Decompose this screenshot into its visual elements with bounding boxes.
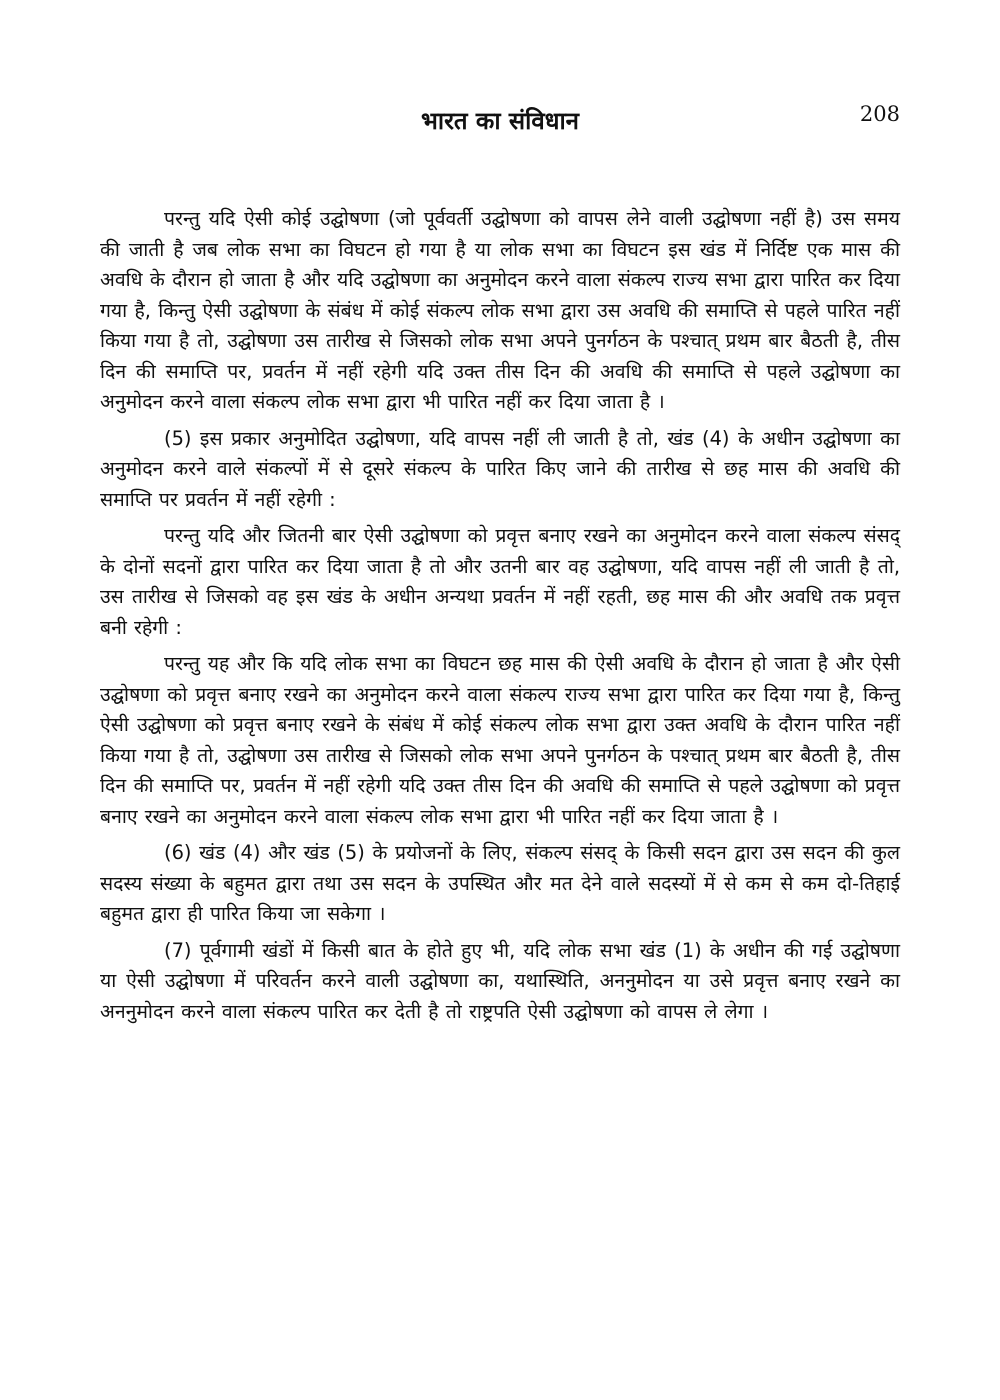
- paragraph-proviso-extension: परन्तु यदि और जितनी बार ऐसी उद्घोषणा को प्रवृत्त बनाए रखने का अनुमोदन करने वाला संकल्प संसद् के दोनों सदनों द्वारा पारित कर दिया जाता है तो और उतनी बार वह उद्घोषणा, यदि वापस नहीं ली जाती है तो, उस तारीख से जिसको वह इस खंड के अधीन अन्यथा प्रवर्तन में नहीं रहती, छह मास की और अवधि तक प्रवृत्त बनी रहेगी :: [100, 524, 900, 639]
- paragraph-clause-7: (7) पूर्वगामी खंडों में किसी बात के होते हुए भी, यदि लोक सभा खंड (1) के अधीन की गई उद्घोषणा या ऐसी उद्घोषणा में परिवर्तन करने वाली उद्घोषणा का, यथास्थिति, अननुमोदन या उसे प्रवृत्त बनाए रखने का अननुमोदन करने वाला संकल्प पारित कर देती है तो राष्ट्रपति ऐसी उद्घोषणा को वापस ले लेगा ।: [100, 938, 900, 1023]
- paragraph-clause-6: (6) खंड (4) और खंड (5) के प्रयोजनों के लिए, संकल्प संसद् के किसी सदन द्वारा उस सदन की कुल सदस्य संख्या के बहुमत द्वारा तथा उस सदन के उपस्थित और मत देने वाले सदस्यों में से कम से कम दो-तिहाई बहुमत द्वारा ही पारित किया जा सकेगा ।: [100, 841, 900, 925]
- page-title: भारत का संविधान: [420, 107, 580, 135]
- document-body: [100, 204, 900, 1033]
- paragraph-proviso-dissolution: परन्तु यदि ऐसी कोई उद्घोषणा (जो पूर्ववर्ती उद्घोषणा को वापस लेने वाली उद्घोषणा नहीं है) उस समय की जाती है जब लोक सभा का विघटन हो गया है या लोक सभा का विघटन इस खंड में निर्दिष्ट एक मास की अवधि के दौरान हो जाता है और यदि उद्घोषणा का अनुमोदन करने वाला संकल्प राज्य सभा द्वारा पारित कर दिया गया है, किन्तु ऐसी उद्घोषणा के संबंध में कोई संकल्प लोक सभा द्वारा उस अवधि की समाप्ति से पहले पारित नहीं किया गया है तो, उद्घोषणा उस तारीख से जिसको लोक सभा अपने पुनर्गठन के पश्चात् प्रथम बार बैठती है, तीस दिन की समाप्ति पर, प्रवर्तन में नहीं रहेगी यदि उक्त तीस दिन की अवधि की समाप्ति से पहले उद्घोषणा का अनुमोदन करने वाला संकल्प लोक सभा द्वारा भी पारित नहीं कर दिया जाता है ।: [100, 207, 900, 413]
- page-number: 208: [859, 102, 900, 126]
- paragraph-clause-5: (5) इस प्रकार अनुमोदित उद्घोषणा, यदि वापस नहीं ली जाती है तो, खंड (4) के अधीन उद्घोषणा का अनुमोदन करने वाले संकल्पों में से दूसरे संकल्प के पारित किए जाने की तारीख से छह मास की अवधि की समाप्ति पर प्रवर्तन में नहीं रहेगी :: [100, 426, 900, 511]
- paragraph-proviso-further: परन्तु यह और कि यदि लोक सभा का विघटन छह मास की ऐसी अवधि के दौरान हो जाता है और ऐसी उद्घोषणा को प्रवृत्त बनाए रखने का अनुमोदन करने वाला संकल्प राज्य सभा द्वारा पारित कर दिया गया है, किन्तु ऐसी उद्घोषणा को प्रवृत्त बनाए रखने के संबंध में कोई संकल्प लोक सभा द्वारा उक्त अवधि के दौरान पारित नहीं किया गया है तो, उद्घोषणा उस तारीख से जिसको लोक सभा अपने पुनर्गठन के पश्चात् प्रथम बार बैठती है, तीस दिन की समाप्ति पर, प्रवर्तन में नहीं रहेगी यदि उक्त तीस दिन की अवधि की समाप्ति से पहले उद्घोषणा को प्रवृत्त बनाए रखने का अनुमोदन करने वाला संकल्प लोक सभा द्वारा भी पारित नहीं कर दिया जाता है ।: [100, 652, 900, 828]
